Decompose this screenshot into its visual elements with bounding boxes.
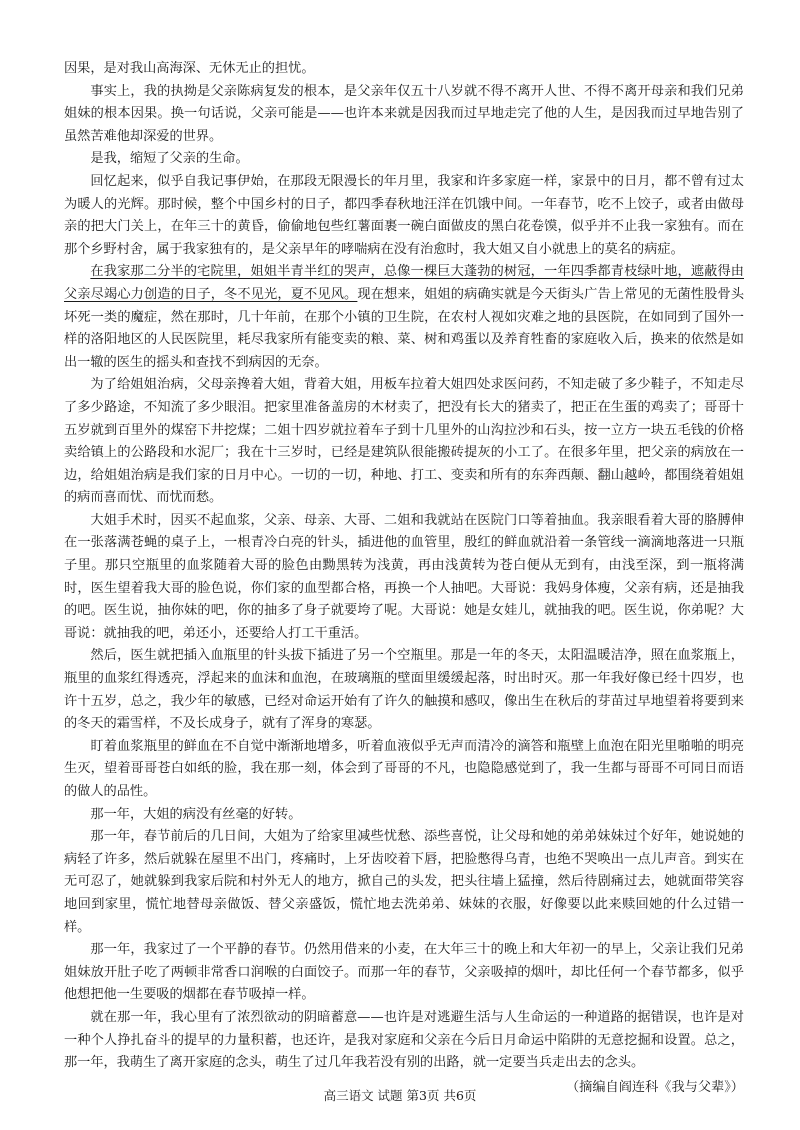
paragraph-4-rest: 现在想来，姐姐的病确实就是今天街头广告上常见的无菌性股骨头坏死一类的魔症，然在那时，几十年前，在那个小镇的卫生院，在农村人视如灾难之地的县医院，在如同到了国外一样的洛阳地区的人民医院里，耗尽我家所有能变卖的粮、菜、树和鸡蛋以及养育牲畜的家庭收入后，换来的依然是如出一辙的医生的摇头和查找不到病因的无奈。 xyxy=(64,286,745,370)
paragraph-3: 回忆起来，似乎自我记事伊始，在那段无限漫长的年月里，我家和许多家庭一样，家景中的日月，都不曾有过太为暖人的光辉。那时候，整个中国乡村的日子，都四季春秋地汪洋在饥饿中间。一年春节，吃不上饺子，或者由做母亲的把大门关上，在年三十的黄昏，偷偷地包些红薯面裹一碗白面做皮的黑白花卷馍，似乎并不止我一家独有。而在那个乡野村舍，属于我家独有的，是父亲早年的哮喘病在没有治愈时，我大姐又自小就患上的莫名的病症。 xyxy=(64,173,744,257)
page-footer: 高三语文 试题 第3页 共6页 xyxy=(323,1088,477,1103)
paragraph-7: 然后，医生就把插入血瓶里的针头拔下插进了另一个空瓶里。那是一年的冬天，太阳温暖洁净，照在血浆瓶上，瓶里的血浆红得透亮，浮起来的血沫和血泡，在玻璃瓶的壁面里缓缓起落，时出时灭。那一年我好像已经十四岁，也许十五岁，总之，我少年的敏感，已经对命运开始有了许久的触摸和感叹，像出生在秋后的芽苗过早地望着将要到来的冬天的霜雪样，不及长成身子，就有了浑身的寒瑟。 xyxy=(64,648,744,732)
paragraph-2: 是我，缩短了父亲的生命。 xyxy=(90,151,249,167)
paragraph-5: 为了给姐姐治病，父母亲搀着大姐，背着大姐，用板车拉着大姐四处求医问药，不知走破了多少鞋子，不知走尽了多少路途，不知流了多少眼泪。把家里准备盖房的木材卖了，把没有长大的猪卖了，把正在生蛋的鸡卖了；哥哥十五岁就到百里外的煤窑下井挖煤；二姐十四岁就拉着车子到十几里外的山沟拉沙和石头，按一立方一块五毛钱的价格卖给镇上的公路段和水泥厂；我在十三岁时，已经是建筑队很能搬砖提灰的小工了。在很多年里，把父亲的病放在一边，给姐姐治病是我们家的日月中心。一切的一切，种地、打工、变卖和所有的东奔西颠、翻山越岭，都围绕着姐姐的病而喜而忧、而忧而愁。 xyxy=(64,377,744,506)
paragraph-10: 那一年，春节前后的几日间，大姐为了给家里减些忧愁、添些喜悦，让父母和她的弟弟妹妹过个好年，她说她的病轻了许多，然后就躲在屋里不出门，疼痛时，上牙齿咬着下唇，把脸憋得乌青，也绝不哭唤出一点儿声音。到实在无可忍了，她就躲到我家后院和村外无人的地方，掀自己的头发，把头往墙上猛撞，然后待剧痛过去，她就面带笑容地回到家里，慌忙地替母亲做饭、替父亲盛饭，慌忙地去洗弟弟、妹妹的衣服，好像要以此来赎回她的什么过错一样。 xyxy=(64,829,744,935)
paragraph-12: 就在那一年，我心里有了浓烈欲动的阴暗蓄意——也许是对逃避生活与人生命运的一种道路的据错误，也许是对一种个人挣扎奋斗的提早的力量积蓄，也还许，是我对家庭和父亲在今后日月命运中陷阱的无意挖掘和设置。总之，那一年，我萌生了离开家庭的念头，萌生了过几年我若没有别的出路，就一定要当兵走出去的念头。 xyxy=(64,1009,744,1071)
paragraph-1: 事实上，我的执拗是父亲陈病复发的根本，是父亲年仅五十八岁就不得不离开人世、不得不离开母亲和我们兄弟姐妹的根本因果。换一句话说，父亲可能是——也许本来就是因我而过早地走完了他的人生，是因我而过早地告别了虽然苦难他却深爱的世界。 xyxy=(64,83,744,144)
underlined-sentence: 在我家那二分半的宅院里，姐姐半青半红的哭声，总像一棵巨大蓬勃的树冠，一年四季都青枝绿叶地，遮蔽得由父亲尽竭心力创造的日子，冬不见光，夏不见风。 xyxy=(64,264,744,302)
paragraph-8: 盯着血浆瓶里的鲜血在不自觉中渐渐地增多，听着血液似乎无声而清冷的滴答和瓶壁上血泡在阳光里啪啪的明亮生灭，望着哥哥苍白如纸的脸，我在那一刻，体会到了哥哥的不凡，也隐隐感觉到了，我一生都与哥哥不可同日而语的做人的品性。 xyxy=(64,738,744,799)
paragraph-11: 那一年，我家过了一个平静的春节。仍然用借来的小麦，在大年三十的晚上和大年初一的早上，父亲让我们兄弟姐妹放开肚子吃了两顿非常香口润喉的白面饺子。而那一年的春节，父亲吸掉的烟叶，却比任何一个春节都多，似乎他想把他一生要吸的烟都在春节吸掉一样。 xyxy=(64,942,744,1003)
source-citation: （摘编自阎连科《我与父辈》） xyxy=(565,1079,744,1095)
paragraph-9: 那一年，大姐的病没有丝毫的好转。 xyxy=(90,806,302,822)
article-body xyxy=(64,58,744,1099)
paragraph-6: 大姐手术时，因买不起血浆，父亲、母亲、大哥、二姐和我就站在医院门口等着抽血。我亲眼看着大哥的胳膊伸在一张落满苍蝇的桌子上，一根青冷白亮的针头，插进他的血管里，殷红的鲜血就沿着一条管线一滴滴地落进一只瓶子里。那只空瓶里的血浆随着大哥的脸色由黝黑转为浅黄，再由浅黄转为苍白便从无到有，由浅至深，到一瓶将满时，医生望着我大哥的脸色说，你们家的血型都合格，再换一个人抽吧。大哥说：我妈身体瘦，父亲有病，还是抽我的吧。医生说，抽你妹的吧，你的抽多了身子就要垮了呢。大哥说：她是女娃儿，就抽我的吧。医生说，你弟呢？大哥说：就抽我的吧，弟还小，还要给人打工干重活。 xyxy=(64,512,744,641)
paragraph-0: 因果，是对我山高海深、无休无止的担忧。 xyxy=(64,61,315,76)
paragraph-4 xyxy=(64,261,744,374)
